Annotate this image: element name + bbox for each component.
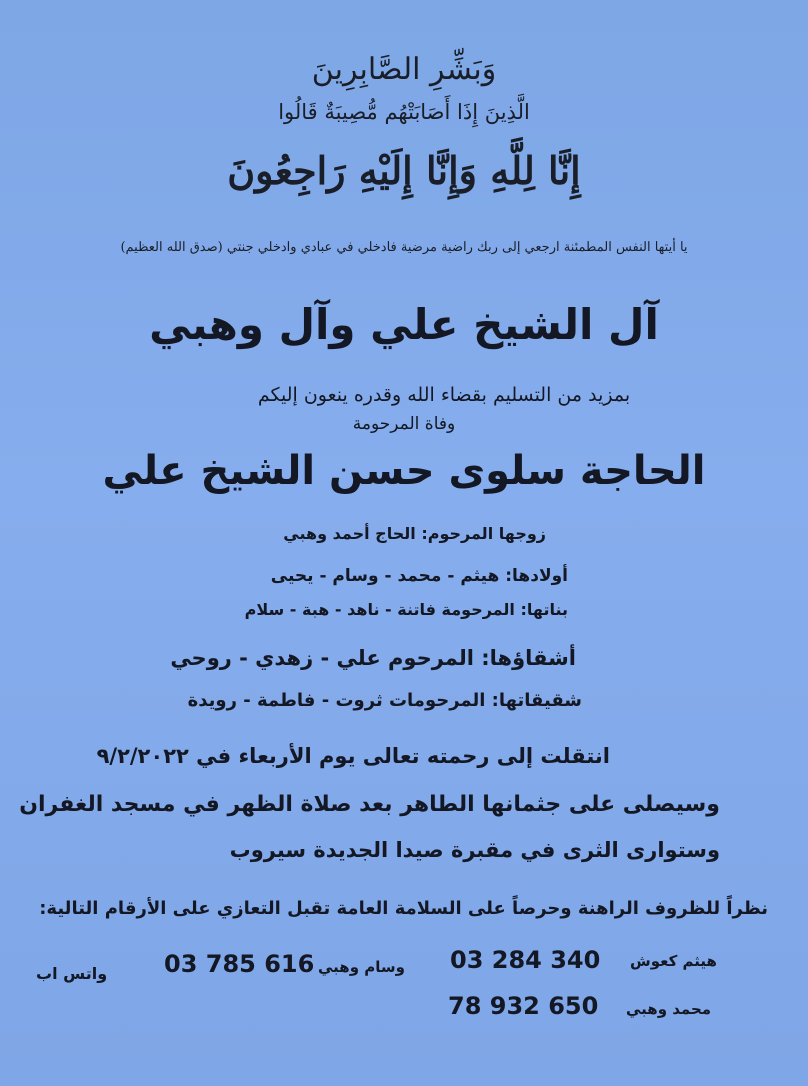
contact-number[interactable]: 78 932 650	[448, 992, 599, 1020]
verse-line-4: يا أيتها النفس المطمئنة ارجعي إلى ربك راضية مرضية فادخلي في عبادي وادخلي جنتي (صدق الله العظيم)	[120, 240, 688, 255]
funeral-prayer: وسيصلى على جثمانها الطاهر بعد صلاة الظهر في مسجد الغفران	[19, 792, 720, 817]
relatives-brothers: أشقاؤها: المرحوم علي - زهدي - روحي	[170, 646, 576, 670]
relatives-sons: أولادها: هيثم - محمد - وسام - يحيى	[270, 566, 568, 586]
contact-name: محمد وهبي	[626, 1000, 712, 1018]
whatsapp-label: واتس اب	[36, 964, 108, 983]
verse-line-1: وَبَشِّرِ الصَّابِرِينَ	[311, 52, 497, 87]
relatives-husband: زوجها المرحوم: الحاج أحمد وهبي	[283, 524, 546, 543]
contact-name: هيثم كعوش	[630, 952, 717, 970]
announce-line-1: بمزيد من التسليم بقضاء الله وقدره ينعون إليكم	[257, 384, 631, 406]
relatives-sisters: شقيقاتها: المرحومات ثروت - فاطمة - رويدة	[187, 690, 582, 711]
family-title: آل الشيخ علي وآل وهبي	[149, 300, 659, 349]
contact-number[interactable]: 03 284 340	[450, 946, 601, 974]
announce-line-2: وفاة المرحومة	[352, 414, 456, 434]
contact-name: وسام وهبي	[318, 958, 405, 976]
deceased-name: الحاجة سلوى حسن الشيخ علي	[102, 448, 706, 494]
relatives-daughters: بناتها: المرحومة فاتنة - ناهد - هبة - سلام	[244, 600, 568, 619]
condolence-note: نظراً للظروف الراهنة وحرصاً على السلامة العامة تقبل التعازي على الأرقام التالية:	[39, 898, 768, 919]
burial-location: وستوارى الثرى في مقبرة صيدا الجديدة سيروب	[229, 838, 720, 862]
passing-date: انتقلت إلى رحمته تعالى يوم الأربعاء في ٩/٢/٢٠٢٢	[96, 744, 610, 768]
contact-number[interactable]: 03 785 616	[164, 950, 315, 978]
verse-line-3: إِنَّا لِلَّهِ وَإِنَّا إِلَيْهِ رَاجِعُونَ	[227, 148, 581, 193]
verse-line-2: الَّذِينَ إِذَا أَصَابَتْهُم مُّصِيبَةٌ قَالُوا	[278, 100, 530, 124]
